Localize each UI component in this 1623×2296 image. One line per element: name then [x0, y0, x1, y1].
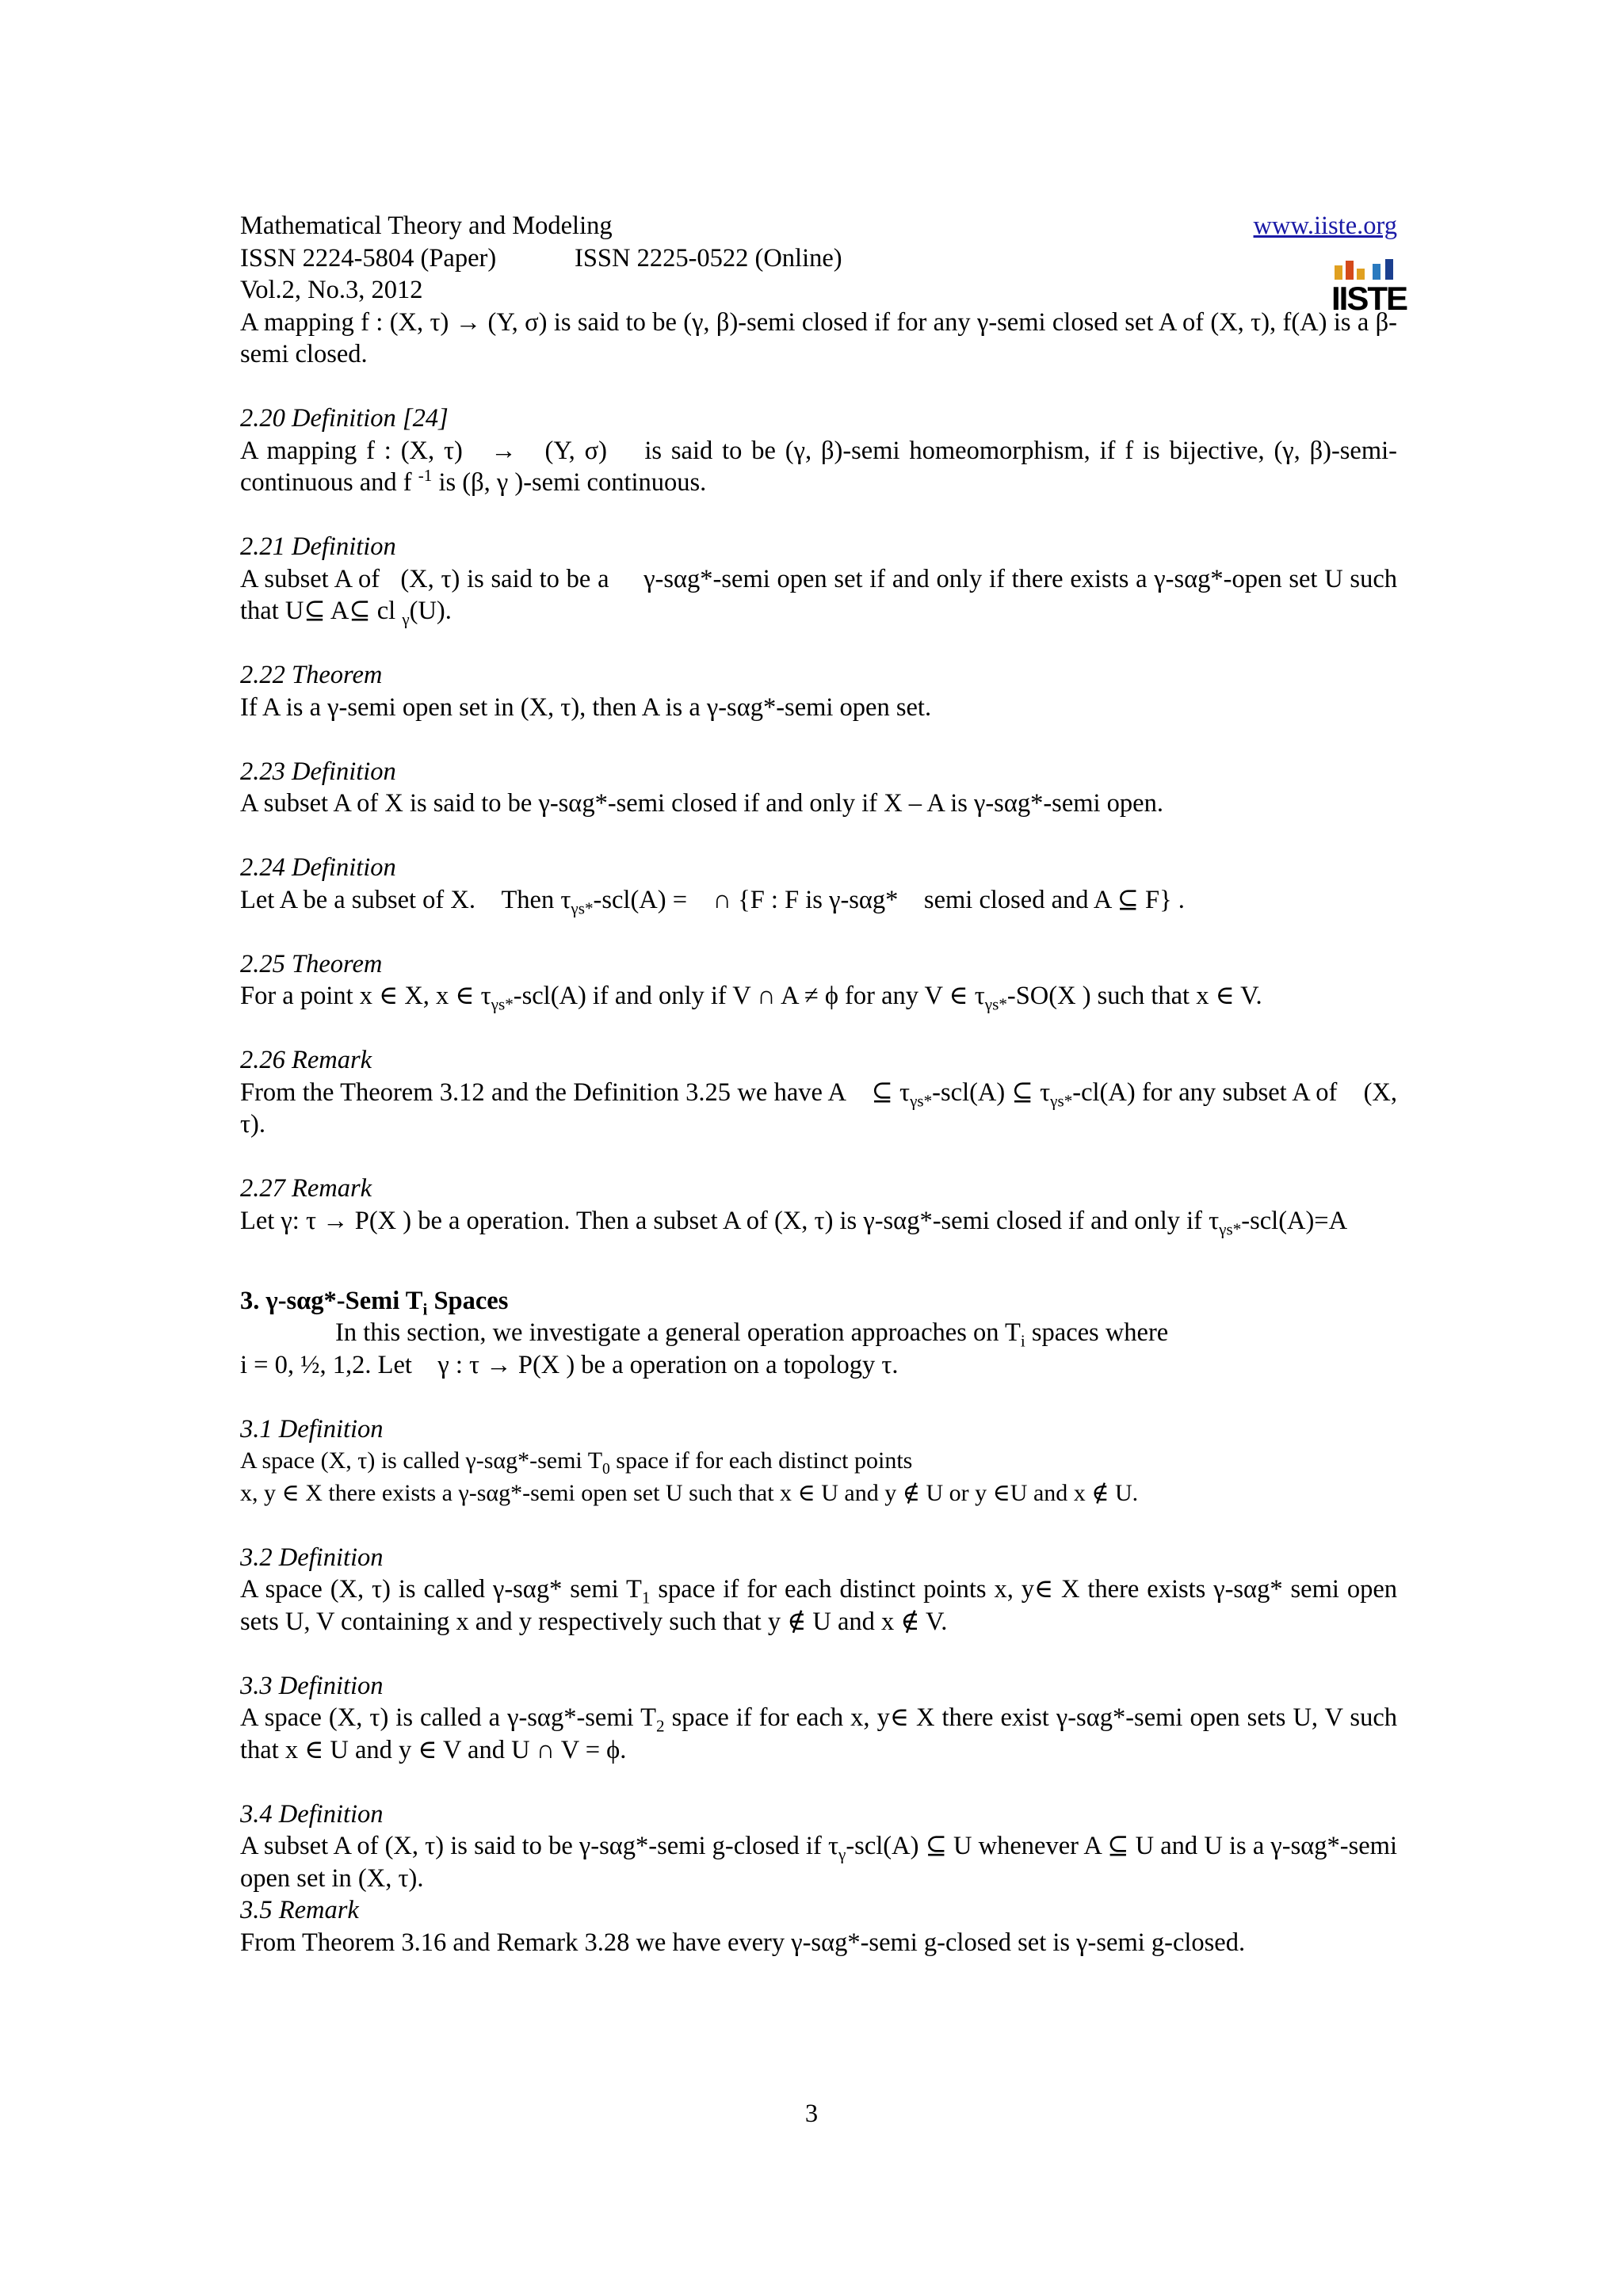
block-heading: 2.26 Remark — [240, 1046, 372, 1074]
paragraph-gap — [240, 1381, 1397, 1413]
block-heading: 3.1 Definition — [240, 1414, 384, 1444]
body-paragraph: A subset A of (X, τ) is said to be a γ-sαg*-semi open set if and only if there exists a γ-sαg*-open set U such that U⊆ A⊆ cl $_\gamma$(U). — [240, 564, 1397, 629]
page-number: 3 — [804, 2100, 819, 2128]
paragraph-gap — [240, 1013, 1397, 1045]
block-heading: 2.20 Definition [24] — [240, 404, 449, 433]
paragraph-gap — [240, 916, 1397, 948]
volume-info: Vol.2, No.3, 2012 — [240, 276, 423, 304]
journal-url-link[interactable]: www.iiste.org — [1253, 212, 1397, 240]
body-paragraph: i = 0, ½, 1,2. Let γ : τ → P(X ) be a operation on a topology τ. — [240, 1350, 899, 1379]
block-heading: 3.4 Definition — [240, 1799, 384, 1829]
body-paragraph: If A is a γ-semi open set in (X, τ), then A is a γ-sαg*-semi open set. — [240, 692, 932, 722]
body-paragraph: In this section, we investigate a general operation approaches on $T_i$ spaces where — [335, 1318, 1169, 1351]
body-paragraph: Let γ: τ → P(X ) be a operation. Then a subset A of (X, τ) is γ-sαg*-semi closed if and only if $\tau_{\gamma s*}-scl(A)=A$ — [240, 1206, 1348, 1238]
paragraph-gap — [240, 1237, 1397, 1269]
paragraph-gap — [240, 499, 1397, 532]
logo-wordmark: IISTE — [1331, 280, 1407, 317]
block-heading: 3.2 Definition — [240, 1543, 384, 1572]
block-heading: 2.21 Definition — [240, 532, 396, 561]
body-paragraph: A mapping f : (X, τ) → (Y, σ) is said to be (γ, β)-semi closed if for any γ-semi closed set A of (X, τ), f(A) is a β-semi closed. — [240, 307, 1397, 368]
header-line-2 — [240, 242, 1397, 275]
body-paragraph: For a point x ∈ X, x ∈ $\tau_{\gamma s*}-scl(A)$ if and only if V ∩ A ≠ ϕ for any V ∈ $\tau_{\gamma s*}-SO(X$ ) such that x ∈ V. — [240, 982, 1262, 1014]
body-paragraph: A subset A of (X, τ) is said to be γ-sαg*-semi g-closed if $\tau_\gamma-scl(A)$ ⊆ U whenever A ⊆ U and U is a γ-sαg*-semi open set in (X, τ). — [240, 1832, 1397, 1893]
paragraph-gap — [240, 1141, 1397, 1173]
body-paragraph: A subset A of X is said to be γ-sαg*-semi closed if and only if X – A is γ-sαg*-semi open. — [240, 789, 1163, 818]
block-heading: 3.5 Remark — [240, 1896, 359, 1924]
paragraph-gap — [240, 820, 1397, 852]
block-heading: 2.23 Definition — [240, 757, 396, 786]
body-paragraph: A space (X, τ) is called a γ-sαg*-semi $T_2$ space if for each x, y∈ X there exist γ-sαg*-semi open sets U, V such that x ∈ U and y ∈ V and U ∩ V = ϕ. — [240, 1703, 1398, 1764]
block-heading: 2.27 Remark — [240, 1174, 372, 1203]
section-heading: 3. γ-sαg*-Semi $T_i$ Spaces — [240, 1286, 509, 1318]
body-paragraph: Let A be a subset of X. Then $\tau_{\gamma s*}-scl(A)$ = ∩ {F : F is γ-sαg* semi closed and A ⊆ F} . — [240, 885, 1185, 917]
body-paragraph: A mapping f : (X, τ) → (Y, σ) is said to be (γ, β)-semi homeomorphism, if f is bijective, (γ, β)-semi-continuous and f $^{-1}$ is (β, γ )-semi continuous. — [240, 436, 1397, 497]
paragraph-gap — [240, 371, 1397, 403]
header-line-3 — [240, 274, 1397, 307]
paragraph-gap — [240, 1638, 1397, 1670]
body-paragraph: From Theorem 3.16 and Remark 3.28 we have every γ-sαg*-semi g-closed set is γ-semi g-closed. — [240, 1928, 1246, 1957]
body-paragraph: A space (X, τ) is called γ-sαg* semi $T_1$ space if for each distinct points x, y∈ X there exists γ-sαg* semi open sets U, V containing x and y respectively such that y ∉ U and x ∉ V. — [240, 1575, 1397, 1636]
body-text — [240, 307, 1397, 1959]
paragraph-gap — [240, 1269, 1397, 1285]
block-heading: 2.22 Theorem — [240, 661, 383, 689]
body-paragraph: A space (X, τ) is called γ-sαg*-semi $T_0$ space if for each distinct points — [240, 1447, 913, 1478]
paragraph-gap — [240, 1766, 1397, 1798]
block-heading: 2.25 Theorem — [240, 949, 383, 978]
header-line-1 — [240, 210, 1397, 242]
block-heading: 3.3 Definition — [240, 1671, 384, 1700]
issn-paper: ISSN 2224-5804 (Paper) — [240, 243, 497, 273]
body-paragraph: x, y ∈ X there exists a γ-sαg*-semi open set U such that x ∈ U and y ∉ U or y ∈U and x ∉ U. — [240, 1479, 1139, 1506]
paragraph-gap — [240, 627, 1397, 660]
paragraph-gap — [240, 723, 1397, 756]
page-content — [240, 210, 1407, 1958]
paragraph-gap — [240, 1509, 1397, 1542]
body-paragraph: From the Theorem 3.12 and the Definition 3.25 we have A ⊆ $\tau_{\gamma s*}-scl(A)$ ⊆ $\tau_{\gamma s*}-cl(A)$ for any subset A of (X, τ). — [240, 1077, 1397, 1138]
block-heading: 2.24 Definition — [240, 853, 396, 882]
issn-online: ISSN 2225-0522 (Online) — [575, 243, 842, 273]
journal-title: Mathematical Theory and Modeling — [240, 212, 613, 240]
